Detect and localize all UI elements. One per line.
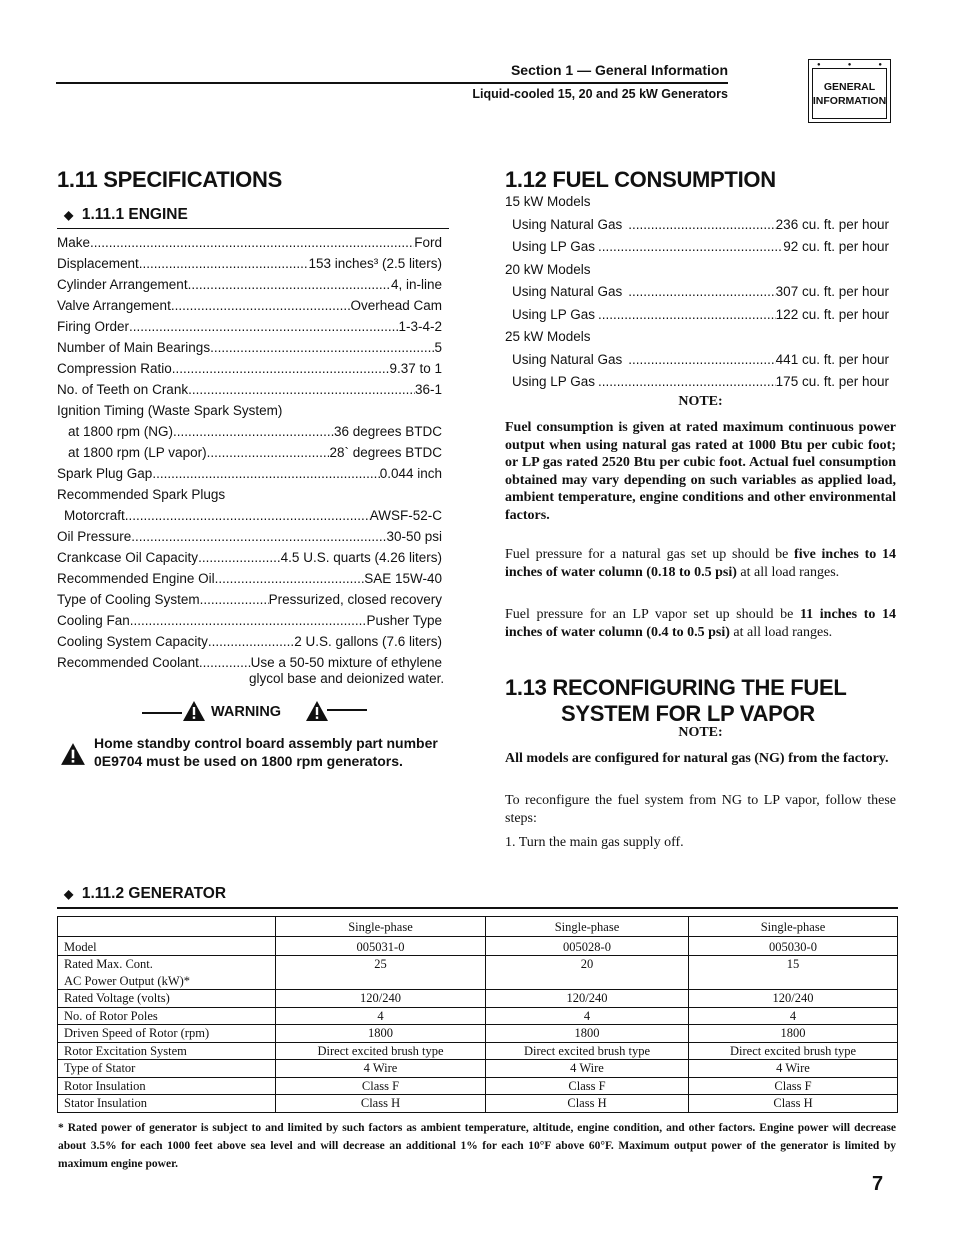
- fuel-rate-value: 441 cu. ft. per hour: [775, 351, 889, 367]
- table-column-header: Single-phase: [689, 917, 898, 937]
- fuel-rate-value: 236 cu. ft. per hour: [775, 216, 889, 232]
- reconfig-step-1: 1. Turn the main gas supply off.: [505, 835, 684, 850]
- warning-triangle-icon: [60, 742, 86, 766]
- reconfig-intro: To reconfigure the fuel system from NG to LP vapor, follow these steps:: [505, 793, 896, 826]
- specifications-heading: 1.11 SPECIFICATIONS: [57, 167, 282, 192]
- warning-rule-left: [142, 712, 182, 714]
- fuel-type-label: Using LP Gas: [512, 374, 596, 389]
- spec-row: [57, 337, 442, 358]
- spec-row: [57, 547, 442, 568]
- fuel-row: [505, 349, 889, 372]
- spec-value: 2 U.S. gallons (7.6 liters): [294, 634, 442, 649]
- fuel-row: [505, 236, 889, 259]
- leader-dots: [595, 371, 776, 394]
- tab-line-1: GENERAL: [823, 80, 876, 93]
- diamond-icon: ◆: [64, 887, 74, 901]
- table-cell: 120/240: [486, 990, 689, 1008]
- fuel-note-text: Fuel consumption is given at rated maximum continuous power output when using natural gas rated at 1000 Btu per cubic foot; or LP gas rated 2520 Btu per cubic foot. Actual fuel consumption obtained may vary depending on such variables as applied load, ambient temperature, engine conditions and other environmental factors.: [505, 420, 896, 523]
- diamond-icon: ◆: [64, 208, 74, 222]
- lp-pressure-text: Fuel pressure for an LP vapor set up should be 11 inches to 14 inches of water column (0.4 to 0.5 psi) at all load ranges.: [505, 607, 897, 640]
- table-row: [58, 1007, 898, 1025]
- table-header-blank: [58, 917, 276, 937]
- coolant-continuation: glycol base and deionized water.: [249, 671, 445, 686]
- table-cell: 1800: [486, 1025, 689, 1043]
- table-cell: 005028-0: [486, 936, 689, 956]
- warning-label: WARNING: [211, 704, 282, 720]
- fuel-rate-value: 175 cu. ft. per hour: [775, 374, 889, 389]
- fuel-type-label: Using LP Gas: [512, 306, 596, 322]
- leader-dots: [595, 304, 776, 327]
- fuel-model-label: 20 kW Models: [505, 261, 591, 277]
- spec-value: Pusher Type: [366, 613, 442, 628]
- spec-value: 28` degrees BTDC: [329, 445, 442, 460]
- table-row-label: Model: [58, 936, 276, 956]
- leader-dots: [152, 463, 379, 484]
- engine-heading: ◆ 1.11.1 ENGINE: [64, 206, 188, 223]
- leader-dots: [129, 316, 398, 337]
- reconfigure-heading: 1.13 RECONFIGURING THE FUEL SYSTEM FOR LP VAPOR: [505, 675, 847, 726]
- table-cell: 4: [276, 1007, 486, 1025]
- spec-row: [57, 589, 442, 610]
- spec-row: [57, 526, 442, 547]
- spec-label: Oil Pressure: [57, 529, 132, 544]
- fuel-type-label: Using LP Gas: [512, 239, 596, 254]
- leader-dots: [90, 232, 414, 253]
- spec-label: Recommended Spark Plugs: [57, 487, 226, 502]
- header-rule: [56, 82, 728, 84]
- spec-label: at 1800 rpm (NG): [68, 424, 174, 439]
- reconfig-note-label: NOTE:: [678, 725, 723, 740]
- leader-dots: [208, 631, 294, 652]
- fuel-type-label: Using Natural Gas: [512, 351, 623, 367]
- table-row: [58, 990, 898, 1008]
- section-tab: ● ● ● GENERAL INFORMATION: [808, 59, 891, 123]
- spec-value: Overhead Cam: [350, 298, 442, 313]
- fuel-rate-value: 122 cu. ft. per hour: [775, 306, 889, 322]
- leader-dots: [130, 610, 367, 631]
- leader-dots: [125, 505, 370, 526]
- fuel-consumption-list: [505, 191, 889, 394]
- table-cell: 4 Wire: [276, 1060, 486, 1078]
- table-cell: Class F: [276, 1077, 486, 1095]
- table-column-header: Single-phase: [276, 917, 486, 937]
- spec-row: [57, 295, 442, 316]
- table-cell: 4: [689, 1007, 898, 1025]
- leader-dots: [622, 214, 775, 237]
- generator-heading-rule: [57, 907, 898, 909]
- spec-row: [57, 568, 442, 589]
- leader-dots: [210, 337, 434, 358]
- section-title: Section 1 — General Information: [510, 62, 728, 78]
- table-row: [58, 956, 898, 990]
- spec-row: [57, 421, 442, 442]
- leader-dots: [200, 589, 269, 610]
- warning-text: Home standby control board assembly part number 0E9704 must be used on 1800 rpm generators.: [94, 735, 438, 769]
- ng-pressure-text: Fuel pressure for a natural gas set up should be five inches to 14 inches of water column (0.18 to 0.5 psi) at all load ranges.: [505, 547, 896, 580]
- leader-dots: [595, 236, 783, 259]
- spec-label: No. of Teeth on Crank: [57, 382, 189, 397]
- spec-label: Compression Ratio: [57, 361, 172, 376]
- leader-dots: [171, 295, 351, 316]
- spec-value: 9.37 to 1: [389, 361, 442, 376]
- table-cell: 15: [689, 956, 898, 990]
- table-row-label: Rotor Excitation System: [58, 1042, 276, 1060]
- table-cell: 1800: [276, 1025, 486, 1043]
- table-row: [58, 1095, 898, 1113]
- table-cell: 120/240: [689, 990, 898, 1008]
- fuel-row: [505, 371, 889, 394]
- generator-heading: ◆ 1.11.2 GENERATOR: [64, 885, 227, 902]
- table-row: [58, 1077, 898, 1095]
- table-cell: Class F: [689, 1077, 898, 1095]
- spec-row: [57, 274, 442, 295]
- leader-dots: [139, 253, 309, 274]
- spec-row: [57, 400, 442, 421]
- table-cell: Class H: [486, 1095, 689, 1113]
- generator-spec-table: [57, 916, 898, 1113]
- spec-value: AWSF-52-C: [369, 508, 442, 523]
- spec-value: 4, in-line: [390, 277, 442, 292]
- table-cell: 20: [486, 956, 689, 990]
- table-cell: 120/240: [276, 990, 486, 1008]
- leader-dots: [131, 526, 386, 547]
- spec-row: [57, 652, 442, 673]
- leader-dots: [622, 281, 775, 304]
- table-cell: Direct excited brush type: [689, 1042, 898, 1060]
- generator-footnote: * Rated power of generator is subject to and limited by such factors as ambient temperature, altitude, engine condition, and other factors. Engine power will decrease about 3.5% for each 1000 feet above sea level and will decrease an additional 1% for each 10°F above 60°F. Maximum output power of the generator is limited by maximum engine power.: [58, 1122, 896, 1170]
- spec-row: [57, 442, 442, 463]
- spec-row: [57, 610, 442, 631]
- spec-value: 36-1: [414, 382, 442, 397]
- spec-value: 30-50 psi: [386, 529, 442, 544]
- table-cell: 4 Wire: [689, 1060, 898, 1078]
- table-row-label: Rated Max. Cont. AC Power Output (kW)*: [58, 956, 276, 990]
- spec-label: Recommended Engine Oil: [57, 571, 215, 586]
- spec-row: [57, 253, 442, 274]
- spec-row: [57, 631, 442, 652]
- table-cell: 005031-0: [276, 936, 486, 956]
- spec-row: [57, 379, 442, 400]
- spec-label: Valve Arrangement: [57, 298, 171, 313]
- table-row-label: Stator Insulation: [58, 1095, 276, 1113]
- tab-line-2: INFORMATION: [812, 94, 887, 107]
- warning-rule-right: [327, 709, 367, 711]
- spec-label: Make: [57, 235, 91, 250]
- spec-value: 153 inches³ (2.5 liters): [308, 256, 442, 271]
- spec-label: Number of Main Bearings: [57, 340, 211, 355]
- fuel-type-label: Using Natural Gas: [512, 284, 623, 299]
- warning-banner: [142, 700, 367, 724]
- engine-spec-list: [57, 232, 442, 673]
- spec-label: Firing Order: [57, 319, 130, 334]
- table-column-header: Single-phase: [486, 917, 689, 937]
- table-row-label: Type of Stator: [58, 1060, 276, 1078]
- leader-dots: [188, 379, 415, 400]
- warning-triangle-icon: [182, 700, 206, 722]
- spec-value: Use a 50-50 mixture of ethylene: [250, 655, 442, 670]
- spec-value: SAE 15W-40: [364, 571, 442, 586]
- leader-dots: [199, 652, 251, 673]
- leader-dots: [207, 442, 330, 463]
- spec-label: Crankcase Oil Capacity: [57, 550, 199, 565]
- table-cell: Direct excited brush type: [486, 1042, 689, 1060]
- fuel-note-label: NOTE:: [678, 394, 723, 409]
- spec-value: Pressurized, closed recovery: [268, 592, 442, 607]
- table-cell: Class F: [486, 1077, 689, 1095]
- spec-row: [57, 358, 442, 379]
- leader-dots: [198, 547, 281, 568]
- table-cell: 4: [486, 1007, 689, 1025]
- table-row: [58, 936, 898, 956]
- leader-dots: [188, 274, 391, 295]
- spec-row: [57, 484, 442, 505]
- engine-heading-rule: [57, 228, 449, 229]
- table-header-row: [58, 917, 898, 937]
- table-row-label: Driven Speed of Rotor (rpm): [58, 1025, 276, 1043]
- spec-value: Ford: [414, 235, 442, 250]
- fuel-model-label: 25 kW Models: [505, 329, 591, 344]
- table-cell: Direct excited brush type: [276, 1042, 486, 1060]
- spec-row: [57, 463, 442, 484]
- leader-dots: [172, 358, 390, 379]
- spec-label: Cooling Fan: [57, 613, 130, 628]
- reconfig-note-text: All models are configured for natural gas (NG) from the factory.: [505, 751, 889, 766]
- fuel-row: [505, 304, 889, 327]
- spec-label: Cooling System Capacity: [57, 634, 208, 649]
- spec-row: [57, 505, 442, 526]
- spec-row: [57, 232, 442, 253]
- spec-value: 4.5 U.S. quarts (4.26 liters): [280, 550, 442, 565]
- table-row-label: Rated Voltage (volts): [58, 990, 276, 1008]
- table-cell: Class H: [689, 1095, 898, 1113]
- table-cell: 25: [276, 956, 486, 990]
- leader-dots: [622, 349, 775, 372]
- fuel-rate-value: 92 cu. ft. per hour: [783, 239, 889, 254]
- table-cell: 005030-0: [689, 936, 898, 956]
- table-row: [58, 1060, 898, 1078]
- leader-dots: [215, 568, 365, 589]
- spec-label: at 1800 rpm (LP vapor): [68, 445, 207, 460]
- fuel-type-label: Using Natural Gas: [512, 216, 623, 232]
- table-row: [58, 1042, 898, 1060]
- spec-label: Displacement: [57, 256, 139, 271]
- fuel-row: [505, 214, 889, 237]
- table-cell: 1800: [689, 1025, 898, 1043]
- table-row-label: No. of Rotor Poles: [58, 1007, 276, 1025]
- spec-value: 1-3-4-2: [398, 319, 442, 334]
- fuel-row: [505, 281, 889, 304]
- spec-label: Ignition Timing (Waste Spark System): [57, 403, 283, 418]
- spec-label: Cylinder Arrangement: [57, 277, 188, 292]
- warning-triangle-icon: [305, 700, 329, 722]
- fuel-model-label: 15 kW Models: [505, 194, 591, 209]
- fuel-consumption-heading: 1.12 FUEL CONSUMPTION: [505, 167, 776, 192]
- spec-label: Recommended Coolant: [57, 655, 199, 670]
- spec-label: Type of Cooling System: [57, 592, 200, 607]
- table-row-label: Rotor Insulation: [58, 1077, 276, 1095]
- spec-value: 0.044 inch: [379, 466, 442, 481]
- table-cell: Class H: [276, 1095, 486, 1113]
- spec-value: 36 degrees BTDC: [333, 424, 442, 439]
- spec-label: Spark Plug Gap: [57, 466, 153, 481]
- fuel-rate-value: 307 cu. ft. per hour: [775, 284, 889, 299]
- spec-row: [57, 316, 442, 337]
- table-cell: 4 Wire: [486, 1060, 689, 1078]
- table-row: [58, 1025, 898, 1043]
- spec-label: Motorcraft: [64, 508, 125, 523]
- document-subtitle: Liquid-cooled 15, 20 and 25 kW Generators: [472, 87, 728, 101]
- spec-value: 5: [434, 340, 442, 355]
- leader-dots: [173, 421, 334, 442]
- page-number: 7: [872, 1173, 884, 1195]
